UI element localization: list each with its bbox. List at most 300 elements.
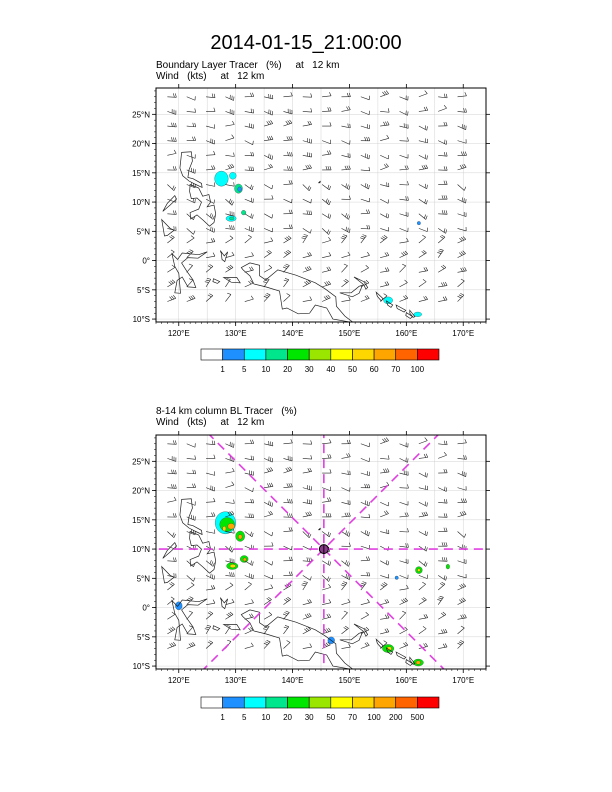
panel-1-wind-barb bbox=[361, 225, 370, 229]
panel-2-wind-barb bbox=[206, 512, 215, 517]
panel-2-wind-barb bbox=[341, 560, 349, 566]
panel-1-wind-barb bbox=[225, 278, 230, 287]
panel-1-wind-barb bbox=[341, 140, 350, 144]
panel-2-wind-barb bbox=[264, 612, 272, 619]
panel-1-wind-barb bbox=[225, 153, 234, 157]
panel-2-wind-barb bbox=[361, 458, 370, 462]
panel-1-wind-barb bbox=[245, 235, 252, 243]
panel-1-x-tick-label: 160°E bbox=[395, 329, 418, 338]
panel-1-wind-barb bbox=[245, 267, 254, 273]
panel-2-colorbar-label: 200 bbox=[389, 713, 403, 722]
panel-2-wind-barb bbox=[167, 612, 175, 619]
panel-2-coastline bbox=[213, 626, 220, 631]
panel-2-wind-barb bbox=[380, 468, 389, 473]
panel-1-wind-barb bbox=[341, 227, 350, 233]
panel-1-wind-barb bbox=[341, 93, 350, 97]
panel-2-tracer-blob bbox=[417, 569, 420, 572]
panel-2-wind-barb bbox=[225, 442, 234, 448]
panel-2-wind-barb bbox=[245, 599, 254, 604]
panel-1-y-tick-label: 15°N bbox=[132, 168, 150, 178]
panel-1-tracer-blob bbox=[229, 172, 236, 179]
panel-1-wind-barb bbox=[187, 108, 196, 112]
panel-2-wind-barb bbox=[341, 626, 348, 634]
panel-2-wind-barb bbox=[283, 597, 290, 605]
panel-2-wind-barb bbox=[225, 612, 233, 619]
panel-1-wind-barb bbox=[283, 109, 292, 114]
panel-1-wind-barb bbox=[438, 282, 447, 287]
panel-2-wind-barb bbox=[380, 582, 387, 590]
panel-1-colorbar-label: 50 bbox=[348, 365, 357, 374]
panel-1-colorbar-label: 5 bbox=[242, 365, 247, 374]
panel-2-wind-barb bbox=[283, 527, 292, 531]
panel-2-wind-barb bbox=[303, 644, 312, 649]
panel-1-colorbar-box bbox=[417, 349, 439, 360]
panel-1-wind-barb bbox=[419, 228, 428, 232]
panel-2-wind-barb bbox=[458, 455, 467, 459]
panel-1-wind-barb bbox=[361, 137, 370, 141]
panel-2-wind-barb bbox=[341, 530, 350, 536]
panel-1-wind-barb bbox=[283, 210, 292, 214]
panel-1-wind-barb bbox=[206, 108, 215, 112]
panel-2-wind-barb bbox=[322, 469, 331, 473]
panel-2-colorbar-label: 70 bbox=[348, 713, 357, 722]
panel-2-wind-barb bbox=[167, 627, 175, 634]
panel-2-wind-barb bbox=[380, 502, 389, 506]
panel-2-wind-barb bbox=[400, 484, 409, 488]
panel-2-colorbar-label: 1 bbox=[220, 713, 225, 722]
panel-2-colorbar-box bbox=[396, 697, 418, 708]
panel-1-wind-barb bbox=[341, 213, 349, 219]
panel-1-wind-barb bbox=[400, 295, 408, 301]
panel-1-wind-barb bbox=[245, 252, 254, 257]
panel-1-coastline bbox=[376, 292, 383, 301]
panel-2-y-tick-label: 5°N bbox=[136, 574, 150, 584]
panel-2-wind-barb bbox=[187, 642, 195, 648]
panel-2-wind-barb bbox=[400, 512, 409, 516]
panel-2-wind-barb bbox=[167, 440, 176, 444]
panel-1-wind-barb bbox=[322, 252, 331, 257]
panel-1-wind-barb bbox=[419, 125, 428, 130]
panel-1-wind-barb bbox=[322, 122, 331, 126]
panel-1-wind-barb bbox=[303, 121, 312, 126]
panel-2-wind-barb bbox=[245, 488, 254, 492]
panel-1-wind-barb bbox=[245, 152, 254, 156]
panel-2-wind-barb bbox=[245, 582, 252, 590]
panel-2-wind-barb bbox=[438, 557, 447, 561]
panel-1-wind-barb bbox=[167, 280, 175, 287]
panel-2-wind-barb bbox=[264, 441, 273, 446]
panel-1-wind-barb bbox=[303, 199, 312, 203]
panel-1-wind-barb bbox=[380, 213, 389, 218]
panel-2-wind-barb bbox=[341, 543, 350, 547]
panel-2-wind-barb bbox=[167, 642, 175, 648]
panel-2-x-tick-label: 160°E bbox=[395, 676, 418, 685]
panel-1-wind-barb bbox=[303, 185, 311, 191]
panel-1-wind-barb bbox=[245, 296, 254, 302]
panel-1-wind-barb bbox=[225, 265, 233, 272]
panel-1-wind-barb bbox=[322, 185, 330, 190]
panel-1-colorbar-box bbox=[223, 349, 245, 360]
panel-1-tracer-blob bbox=[229, 217, 234, 220]
panel-1-wind-barb bbox=[341, 252, 350, 258]
panel-2-wind-barb bbox=[419, 502, 428, 507]
panel-1-wind-barb bbox=[322, 107, 331, 111]
panel-2-y-tick-label: 25°N bbox=[132, 457, 150, 467]
panel-2-wind-barb bbox=[380, 599, 389, 605]
panel-2-wind-barb bbox=[303, 512, 312, 517]
panel-1-wind-barb bbox=[283, 199, 292, 203]
panel-1-wind-barb bbox=[245, 109, 254, 113]
panel-1-wind-barb bbox=[322, 166, 331, 170]
panel-2-wind-barb bbox=[458, 486, 467, 490]
panel-1-wind-barb bbox=[322, 199, 330, 205]
panel-2-wind-barb bbox=[303, 468, 312, 473]
panel-2-colorbar-box bbox=[288, 697, 310, 708]
panel-1-coastline bbox=[354, 277, 368, 289]
panel-2-colorbar-label: 50 bbox=[326, 713, 336, 722]
panel-2-wind-barb bbox=[283, 467, 292, 473]
panel-1-colorbar-box bbox=[374, 349, 396, 360]
panel-2-wind-barb bbox=[264, 542, 273, 546]
panel-1-wind-barb bbox=[400, 123, 409, 128]
panel-1-wind-barb bbox=[245, 141, 254, 145]
panel-1-wind-barb bbox=[341, 297, 350, 302]
panel-1-wind-barb bbox=[400, 154, 409, 158]
panel-1-wind-barb bbox=[361, 209, 370, 213]
panel-1-coastline bbox=[163, 196, 177, 212]
panel-2-wind-barb bbox=[438, 528, 447, 532]
panel-2-wind-barb bbox=[187, 501, 196, 505]
panel-1-tracer-blob bbox=[215, 171, 229, 186]
panel-2-coastline bbox=[190, 532, 216, 574]
panel-2-colorbar-box bbox=[374, 697, 396, 708]
panel-1-wind-barb bbox=[458, 124, 467, 130]
panel-1-colorbar-label: 70 bbox=[391, 365, 401, 374]
panel-1-wind-barb bbox=[187, 295, 195, 301]
panel-2-wind-barb bbox=[438, 499, 447, 503]
panel-1-wind-barb bbox=[167, 150, 176, 155]
panel-2-wind-barb bbox=[225, 583, 233, 590]
panel-2-wind-barb bbox=[245, 643, 254, 649]
panel-1-wind-barb bbox=[283, 180, 292, 184]
panel-1-colorbar-box bbox=[309, 349, 331, 360]
panel-1-wind-barb bbox=[419, 279, 426, 287]
panel-1-colorbar-box bbox=[266, 349, 288, 360]
panel-2-wind-barb bbox=[205, 625, 211, 634]
panel-1-wind-barb bbox=[380, 227, 389, 231]
panel-1-wind-barb bbox=[458, 267, 467, 272]
panel-1-wind-barb bbox=[341, 264, 347, 272]
panel-2-wind-barb bbox=[458, 559, 467, 564]
panel-2-y-tick-label: 0° bbox=[142, 603, 150, 613]
panel-1-wind-barb bbox=[167, 123, 176, 127]
panel-1-wind-barb bbox=[341, 153, 350, 157]
panel-2-wind-barb bbox=[400, 458, 409, 463]
panel-2-wind-barb bbox=[245, 513, 254, 517]
panel-2-wind-barb bbox=[438, 469, 447, 473]
panel-1-wind-barb bbox=[438, 296, 447, 301]
panel-2-tracer-blob bbox=[446, 564, 449, 569]
panel-1-wind-barb bbox=[438, 235, 445, 243]
panel-1-colorbar-label: 10 bbox=[261, 365, 271, 374]
panel-2-wind-barb bbox=[303, 599, 312, 604]
panel-2-wind-barb bbox=[303, 613, 312, 619]
panel-1-wind-barb bbox=[283, 264, 289, 272]
panel-2-wind-barb bbox=[458, 511, 467, 517]
panel-1-wind-barb bbox=[283, 225, 292, 229]
panel-1-colorbar-label: 100 bbox=[410, 365, 425, 374]
panel-1-coastline bbox=[172, 252, 207, 293]
panel-1-wind-barb bbox=[322, 150, 331, 155]
panel-2-colorbar-label: 100 bbox=[367, 713, 381, 722]
panel-2-wind-barb bbox=[341, 487, 350, 491]
panel-2-wind-barb bbox=[302, 581, 308, 590]
panel-1-wind-barb bbox=[419, 235, 426, 243]
panel-2-coastline bbox=[396, 652, 406, 659]
panel-1-wind-barb bbox=[419, 267, 428, 272]
panel-1-wind-barb bbox=[458, 108, 467, 112]
panel-1-wind-barb bbox=[167, 250, 174, 258]
panel-2-wind-barb bbox=[400, 585, 409, 590]
panel-1-wind-barb bbox=[458, 185, 466, 191]
panel-1-wind-barb bbox=[380, 91, 388, 97]
panel-2-wind-barb bbox=[322, 513, 331, 517]
panel-1-wind-barb bbox=[303, 93, 312, 97]
panel-2-wind-barb bbox=[361, 612, 369, 619]
panel-2-wind-barb bbox=[167, 513, 176, 517]
panel-2-tracer-blob bbox=[223, 526, 226, 531]
panel-1-wind-barb bbox=[283, 166, 292, 170]
panel-2-wind-barb bbox=[419, 582, 426, 590]
panel-1-wind-barb bbox=[302, 234, 308, 243]
panel-2-wind-barb bbox=[245, 440, 254, 444]
panel-2-wind-barb bbox=[283, 641, 290, 649]
panel-1-colorbar-label: 40 bbox=[326, 365, 336, 374]
panel-1-wind-barb bbox=[458, 227, 467, 231]
panel-1-wind-barb bbox=[187, 279, 193, 287]
panel-1-wind-barb bbox=[380, 155, 389, 159]
panel-1-y-tick-label: 20°N bbox=[132, 139, 150, 149]
panel-2-wind-barb bbox=[322, 439, 331, 444]
panel-1-coastline bbox=[224, 278, 241, 283]
panel-2-wind-barb bbox=[322, 497, 331, 502]
panel-1-subtitle-line-1: Boundary Layer Tracer (%) at 12 km bbox=[156, 60, 340, 71]
panel-1-wind-barb bbox=[225, 293, 231, 301]
panel-2-wind-barb bbox=[400, 642, 408, 648]
panel-2-wind-barb bbox=[380, 628, 389, 633]
panel-1-wind-barb bbox=[245, 198, 254, 203]
panel-2-wind-barb bbox=[380, 574, 389, 578]
panel-2-colorbar-box bbox=[417, 697, 439, 708]
panel-1-wind-barb bbox=[380, 267, 389, 272]
panel-1-colorbar-box bbox=[352, 349, 374, 360]
panel-2-colorbar-label: 20 bbox=[283, 713, 292, 722]
panel-2-wind-barb bbox=[361, 642, 369, 648]
panel-1-wind-barb bbox=[303, 252, 312, 257]
panel-2-wind-barb bbox=[341, 611, 347, 619]
panel-2-colorbar-label: 30 bbox=[304, 713, 314, 722]
panel-2-colorbar-box bbox=[223, 697, 245, 708]
panel-2-wind-barb bbox=[341, 500, 350, 504]
panel-1-wind-barb bbox=[167, 109, 176, 114]
panel-2-coastline bbox=[354, 624, 368, 636]
panel-2-wind-barb bbox=[303, 499, 312, 504]
panel-2-wind-barb bbox=[361, 599, 370, 605]
panel-2-wind-barb bbox=[400, 559, 409, 564]
panel-2-wind-barb bbox=[187, 484, 196, 488]
panel-2-wind-barb bbox=[380, 511, 388, 517]
panel-1-wind-barb bbox=[283, 152, 292, 156]
panel-1-wind-barb bbox=[225, 121, 234, 126]
panel-2-wind-barb bbox=[264, 501, 273, 507]
panel-1-y-tick-label: 10°S bbox=[132, 315, 150, 325]
panel-2-coastline bbox=[224, 625, 241, 630]
panel-2-wind-barb bbox=[438, 612, 446, 619]
panel-1-subtitle-line-2: Wind (kts) at 12 km bbox=[156, 71, 265, 82]
panel-2-wind-barb bbox=[341, 599, 350, 605]
panel-1-wind-barb bbox=[419, 199, 428, 204]
panel-2-wind-barb bbox=[380, 482, 389, 488]
panel-1-wind-barb bbox=[206, 165, 215, 170]
panel-2-wind-barb bbox=[341, 453, 350, 458]
panel-1-wind-barb bbox=[322, 267, 331, 273]
panel-1-wind-barb bbox=[438, 181, 447, 185]
panel-1-wind-barb bbox=[458, 152, 467, 156]
panel-1-wind-barb bbox=[361, 167, 370, 171]
panel-1-wind-barb bbox=[167, 265, 175, 272]
panel-1-coastline bbox=[190, 185, 216, 227]
panel-2-wind-barb bbox=[187, 583, 194, 590]
panel-1-wind-barb bbox=[167, 235, 174, 243]
panel-1-colorbar-label: 20 bbox=[283, 365, 292, 374]
panel-1-wind-barb bbox=[458, 92, 467, 97]
panel-1-wind-barb bbox=[303, 152, 312, 157]
panel-2-wind-barb bbox=[303, 575, 312, 580]
panel-2-wind-barb bbox=[283, 513, 292, 517]
panel-2-wind-barb bbox=[187, 443, 196, 447]
panel-1-wind-barb bbox=[400, 95, 409, 100]
panel-1-wind-barb bbox=[322, 281, 331, 287]
panel-2-wind-barb bbox=[245, 627, 253, 634]
panel-1-colorbar bbox=[201, 349, 439, 374]
panel-1-wind-barb bbox=[206, 94, 215, 98]
panel-2-y-tick-label: 10°N bbox=[132, 545, 150, 555]
panel-2-wind-barb bbox=[341, 644, 350, 649]
panel-1-wind-barb bbox=[380, 252, 389, 258]
panel-1-wind-barb bbox=[303, 138, 312, 143]
panel-1-wind-barb bbox=[225, 211, 234, 216]
panel-2-wind-barb bbox=[419, 454, 428, 459]
panel-2-wind-barb bbox=[341, 513, 350, 517]
panel-2-colorbar-label: 5 bbox=[242, 713, 247, 722]
panel-1-wind-barb bbox=[361, 252, 370, 258]
panel-2-wind-barb bbox=[225, 625, 230, 634]
panel-1-wind-barb bbox=[303, 280, 311, 287]
panel-1-wind-barb bbox=[167, 210, 176, 214]
panel-1-wind-barb bbox=[341, 183, 350, 189]
panel-2-wind-barb bbox=[283, 557, 292, 561]
panel-1-wind-barb bbox=[187, 264, 193, 272]
panel-2-coastline bbox=[340, 632, 363, 644]
panel-1-wind-barb bbox=[419, 184, 428, 189]
panel-2-wind-barb bbox=[438, 582, 445, 590]
panel-2-wind-barb bbox=[361, 484, 370, 488]
panel-2-tracer-blob bbox=[416, 661, 421, 665]
panel-1-wind-barb bbox=[322, 140, 331, 144]
panel-2-wind-barb bbox=[380, 438, 388, 444]
panel-2-wind-barb bbox=[458, 614, 467, 619]
panel-2-colorbar-box bbox=[309, 697, 331, 708]
panel-1-wind-barb bbox=[264, 195, 273, 199]
panel-2-wind-barb bbox=[400, 442, 409, 447]
panel-2-wind-barb bbox=[419, 597, 427, 604]
panel-1-wind-barb bbox=[458, 212, 467, 217]
panel-2-wind-barb bbox=[264, 561, 273, 565]
panel-1-y-tick-label: 5°S bbox=[137, 285, 150, 295]
panel-2-wind-barb bbox=[458, 499, 467, 503]
panel-2-tracer-blob bbox=[175, 602, 182, 610]
panel-1-wind-barb bbox=[167, 185, 175, 191]
panel-1-wind-barb bbox=[341, 106, 350, 111]
panel-2-wind-barb bbox=[264, 511, 273, 517]
panel-1-wind-barb bbox=[458, 139, 467, 143]
panel-2-wind-barb bbox=[283, 456, 292, 461]
panel-1-x-tick-label: 120°E bbox=[167, 329, 190, 338]
panel-1-wind-barb bbox=[167, 166, 176, 170]
panel-2-wind-barb bbox=[419, 485, 428, 489]
panel-1-wind-barb bbox=[419, 165, 428, 170]
panel-1-y-tick-label: 5°N bbox=[136, 227, 150, 237]
panel-1-x-tick-label: 140°E bbox=[281, 329, 304, 338]
panel-1-wind-barb bbox=[303, 228, 312, 233]
panel-2-wind-barb bbox=[245, 573, 254, 579]
panel-2-wind-barb bbox=[438, 441, 447, 445]
panel-1-wind-barb bbox=[322, 237, 331, 243]
panel-1-wind-barb bbox=[380, 135, 389, 141]
panel-1-wind-barb bbox=[419, 155, 428, 160]
panel-2-y-tick-label: 5°S bbox=[137, 632, 150, 642]
panel-2-wind-barb bbox=[245, 499, 254, 503]
panel-1-wind-barb bbox=[322, 92, 331, 97]
panel-2-wind-barb bbox=[419, 512, 428, 517]
panel-2-tracer-blob bbox=[228, 523, 235, 529]
panel-1-wind-barb bbox=[187, 236, 194, 243]
panel-2-wind-barb bbox=[167, 456, 176, 461]
panel-2-coastline bbox=[163, 543, 177, 559]
panel-2-wind-barb bbox=[400, 501, 409, 505]
panel-1-wind-barb bbox=[245, 214, 254, 219]
panel-1-wind-barb bbox=[283, 120, 292, 126]
panel-2-wind-barb bbox=[438, 487, 447, 492]
panel-1-wind-barb bbox=[380, 108, 389, 112]
panel-2-colorbar bbox=[201, 697, 439, 722]
panel-2-wind-barb bbox=[167, 470, 176, 474]
panel-1-wind-barb bbox=[225, 95, 234, 101]
panel-1-coastline bbox=[396, 305, 406, 312]
panel-1-wind-barb bbox=[341, 196, 350, 200]
panel-1-wind-barb bbox=[400, 165, 409, 169]
panel-1-wind-barb bbox=[438, 152, 447, 156]
panel-2-wind-barb bbox=[380, 529, 389, 534]
panel-2-wind-barb bbox=[380, 614, 389, 619]
panel-1-wind-barb bbox=[438, 228, 447, 233]
panel-1-wind-barb bbox=[380, 121, 389, 126]
panel-1-wind-barb bbox=[225, 225, 234, 229]
panel-1-wind-barb bbox=[167, 137, 176, 141]
panel-1-colorbar-box bbox=[288, 349, 310, 360]
panel-2-wind-barb bbox=[361, 556, 370, 560]
panel-1-wind-barb bbox=[264, 265, 272, 272]
